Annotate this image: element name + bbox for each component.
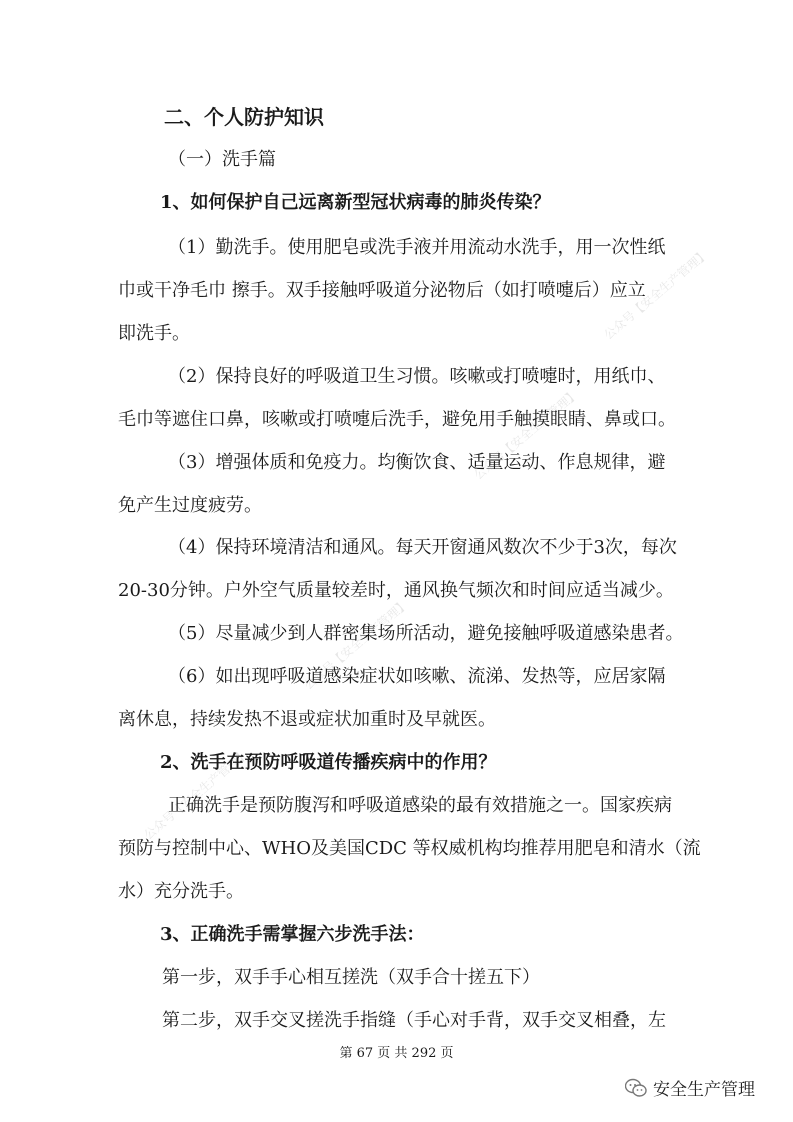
paragraph-line: 即洗手。	[118, 323, 190, 344]
paragraph-line: 20-30分钟。户外空气质量较差时，通风换气频次和时间应适当减少。	[118, 580, 674, 601]
watermark: 公众号【安全生产管理】	[601, 246, 712, 343]
paragraph-line: 正确洗手是预防腹泻和呼吸道感染的最有效措施之一。国家疾病	[168, 795, 672, 816]
paragraph-line: 水）充分洗手。	[118, 881, 244, 902]
paragraph-line: （2）保持良好的呼吸道卫生习惯。咳嗽或打喷嚏时，用纸巾、	[168, 366, 666, 387]
paragraph-line: （1）勤洗手。使用肥皂或洗手液并用流动水洗手，用一次性纸	[168, 237, 666, 258]
paragraph-line: （5）尽量减少到人群密集场所活动，避免接触呼吸道感染患者。	[168, 623, 684, 644]
brand-name: 安全生产管理	[653, 1080, 755, 1100]
subsection-title: （一）洗手篇	[168, 149, 276, 170]
paragraph-line: 毛巾等遮住口鼻，咳嗽或打喷嚏后洗手，避免用手触摸眼睛、鼻或口。	[118, 409, 676, 430]
watermark: 公众号【安全生产管理】	[471, 386, 582, 483]
watermark: 公众号【安全生产管理】	[301, 596, 412, 693]
paragraph-line: （3）增强体质和免疫力。均衡饮食、适量运动、作息规律，避	[168, 452, 666, 473]
brand-badge	[625, 1075, 755, 1100]
paragraph-line: （4）保持环境清洁和通风。每天开窗通风数次不少于3次，每次	[168, 537, 677, 558]
page-footer: 第 67 页 共 292 页	[339, 1046, 454, 1061]
paragraph-line: 免产生过度疲劳。	[118, 495, 262, 516]
question-2-title: 2、洗手在预防呼吸道传播疾病中的作用？	[160, 752, 497, 773]
step-line: 第二步，双手交叉搓洗手指缝（手心对手背，双手交叉相叠，左	[162, 1010, 666, 1031]
paragraph-line: 离休息，持续发热不退或症状加重时及早就医。	[118, 709, 496, 730]
section-title: 二、个人防护知识	[164, 105, 324, 129]
paragraph-line: （6）如出现呼吸道感染症状如咳嗽、流涕、发热等，应居家隔	[168, 666, 666, 687]
paragraph-line: 预防与控制中心、WHO及美国CDC 等权威机构均推荐用肥皂和清水（流	[118, 838, 701, 859]
wechat-icon	[625, 1078, 647, 1098]
question-1-title: 1、如何保护自己远离新型冠状病毒的肺炎传染？	[160, 192, 551, 213]
watermark: 公众号【安全生产管理】	[141, 746, 252, 843]
question-3-title: 3、正确洗手需掌握六步洗手法：	[160, 924, 425, 945]
step-line: 第一步，双手手心相互搓洗（双手合十搓五下）	[162, 967, 540, 988]
paragraph-line: 巾或干净毛巾 擦手。双手接触呼吸道分泌物后（如打喷嚏后）应立	[118, 280, 646, 301]
